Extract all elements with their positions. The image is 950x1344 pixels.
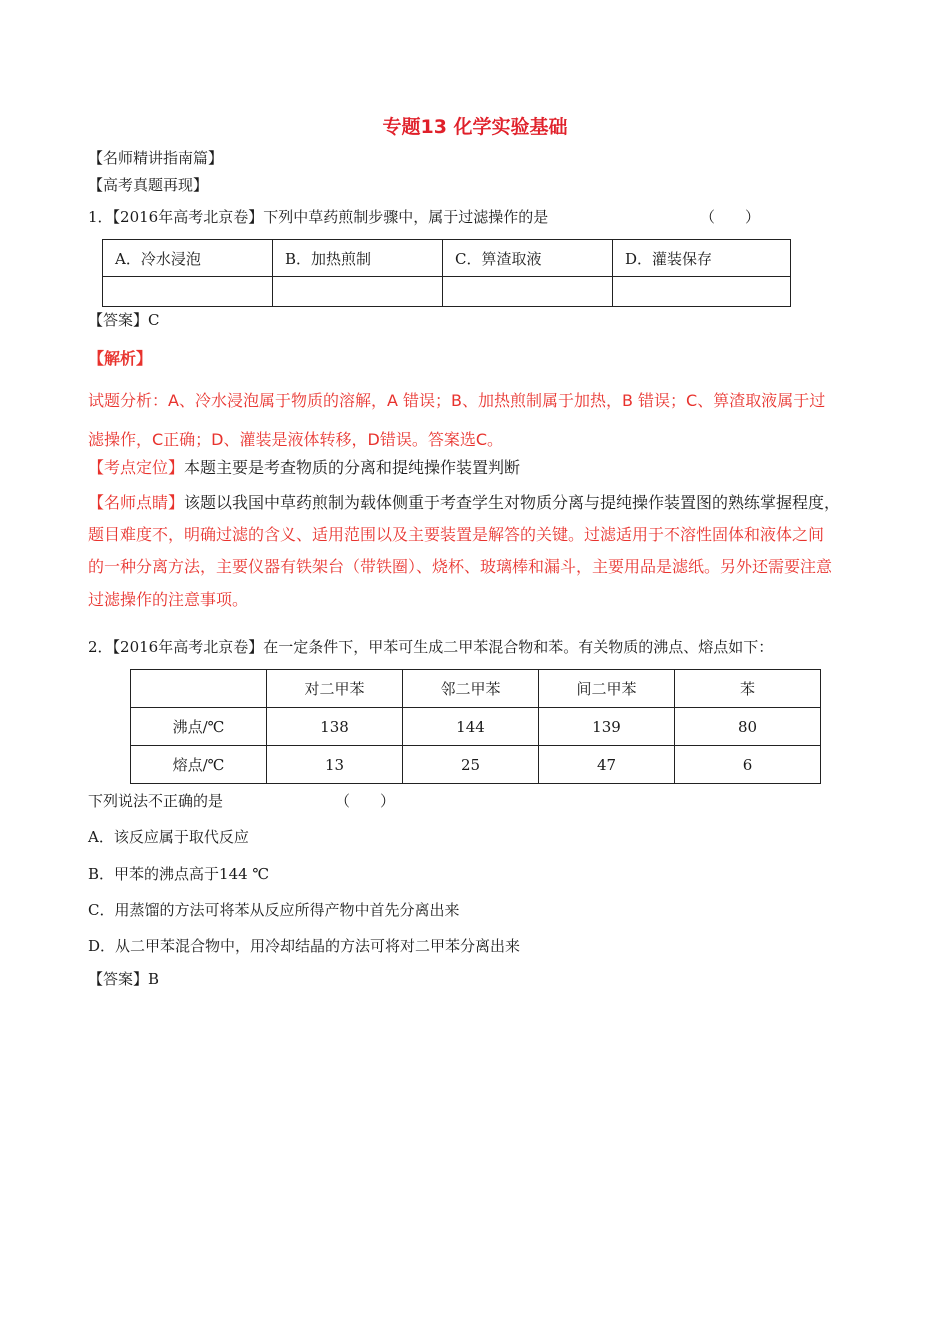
page-title: 专题13 化学实验基础	[382, 116, 568, 138]
table-row	[131, 746, 821, 784]
table-header-cell: 苯	[675, 670, 821, 708]
table-row-label: 熔点/℃	[131, 746, 267, 784]
q1-option-c: C．箅渣取液	[443, 240, 613, 277]
q1-empty-cell	[103, 277, 273, 307]
q1-options-table	[102, 239, 791, 307]
q1-empty-cell	[443, 277, 613, 307]
table-header-cell: 间二甲苯	[539, 670, 675, 708]
q1-answer: 【答案】C	[88, 311, 160, 329]
table-cell: 144	[403, 708, 539, 746]
table-cell: 139	[539, 708, 675, 746]
section-heading-exam: 【高考真题再现】	[88, 176, 209, 194]
table-header-cell: 对二甲苯	[267, 670, 403, 708]
kaodian-text: 本题主要是考查物质的分离和提纯操作装置判断	[184, 458, 521, 477]
q2-question: 下列说法不正确的是	[88, 792, 224, 810]
table-row	[131, 670, 821, 708]
kaodian-tag: 【考点定位】	[88, 458, 185, 477]
q1-empty-cell	[273, 277, 443, 307]
table-header-cell	[131, 670, 267, 708]
table-cell: 80	[675, 708, 821, 746]
q2-stem: 2．【2016年高考北京卷】在一定条件下，甲苯可生成二甲苯混合物和苯。有关物质的沸点、熔点如下：	[88, 638, 774, 656]
dianjing-text: 该题以我国中草药煎制为载体侧重于考查学生对物质分离与提纯操作装置图的熟练掌握程度，	[184, 493, 841, 512]
q1-option-b: B．加热煎制	[273, 240, 443, 277]
dianjing-tag: 【名师点睛】	[88, 493, 185, 512]
table-row	[131, 708, 821, 746]
q1-option-d: D．灌装保存	[613, 240, 791, 277]
table-header-cell: 邻二甲苯	[403, 670, 539, 708]
q1-analysis-line: 滤操作，C正确；D、灌装是液体转移，D错误。答案选C。	[88, 430, 503, 449]
table-row-label: 沸点/℃	[131, 708, 267, 746]
table-cell: 13	[267, 746, 403, 784]
q2-data-table	[130, 669, 821, 784]
q1-analysis-line: 试题分析：A、冷水浸泡属于物质的溶解，A 错误；B、加热煎制属于加热，B 错误；C、箅渣取液属于过	[88, 391, 826, 410]
q1-empty-cell	[613, 277, 791, 307]
q2-option-a: A．该反应属于取代反应	[88, 828, 249, 846]
q1-analysis-heading: 【解析】	[88, 349, 153, 368]
section-heading-guide: 【名师精讲指南篇】	[88, 149, 224, 167]
q2-answer: 【答案】B	[88, 970, 160, 988]
q2-paren: （ ）	[335, 792, 396, 810]
q1-kaodian	[88, 455, 520, 478]
q1-dianjing-line: 题目难度不，明确过滤的含义、适用范围以及主要装置是解答的关键。过滤适用于不溶性固体和液体之间	[88, 525, 825, 544]
q1-dianjing-line: 过滤操作的注意事项。	[88, 590, 249, 609]
q2-option-d: D．从二甲苯混合物中，用冷却结晶的方法可将对二甲苯分离出来	[88, 937, 521, 955]
q2-option-b: B．甲苯的沸点高于144 ℃	[88, 865, 270, 883]
q1-option-a: A．冷水浸泡	[103, 240, 273, 277]
table-cell: 6	[675, 746, 821, 784]
q1-dianjing	[88, 490, 840, 513]
q1-stem: 1．【2016年高考北京卷】下列中草药煎制步骤中，属于过滤操作的是	[88, 208, 549, 226]
table-cell: 138	[267, 708, 403, 746]
q1-dianjing-line: 的一种分离方法，主要仪器有铁架台（带铁圈）、烧杯、玻璃棒和漏斗，主要用品是滤纸。另外还需要注意	[88, 557, 833, 576]
table-cell: 25	[403, 746, 539, 784]
q2-option-c: C．用蒸馏的方法可将苯从反应所得产物中首先分离出来	[88, 901, 460, 919]
table-cell: 47	[539, 746, 675, 784]
q1-paren: （ ）	[700, 208, 761, 226]
